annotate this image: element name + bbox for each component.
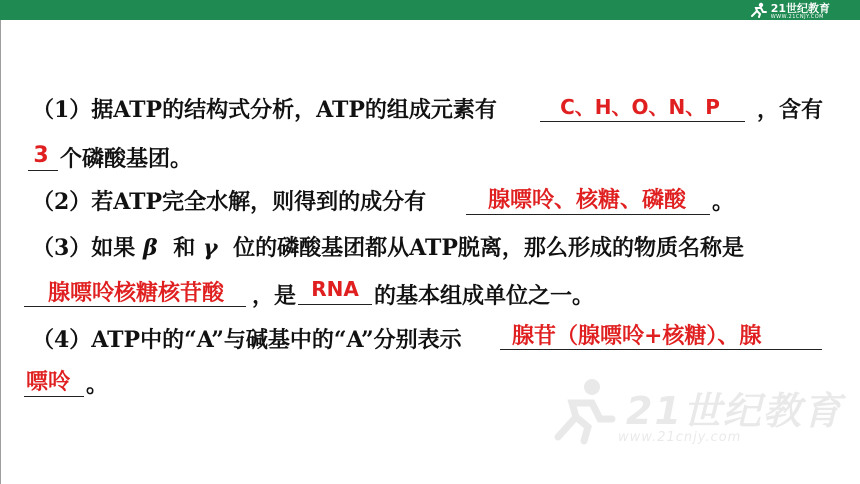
q2-underline bbox=[466, 214, 710, 215]
q3-answer-name: 腺嘌呤核糖核苷酸 bbox=[47, 280, 224, 306]
q3-suffix: 的基本组成单位之一。 bbox=[374, 283, 595, 309]
q4-suffix-line bbox=[86, 370, 108, 400]
q2-prefix: （2）若ATP完全水解，则得到的成分有 bbox=[32, 189, 427, 215]
q3-blank2-underline bbox=[298, 304, 372, 305]
logo-url: WWW.21CNJY.COM bbox=[770, 14, 824, 20]
q1-answer-count: 3 bbox=[33, 143, 49, 168]
q4-answer-part1: 腺苷（腺嘌呤+核糖）、腺 bbox=[512, 323, 762, 349]
q4-prefix: （4）ATP中的“A”与碱基中的“A”分别表示 bbox=[32, 327, 462, 353]
q1-blank1-underline bbox=[540, 121, 745, 122]
q3-mid2: ，是 bbox=[252, 283, 297, 309]
q3-rest: 位的磷酸基团都从ATP脱离，那么形成的物质名称是 bbox=[233, 235, 744, 261]
q3-line1 bbox=[32, 233, 744, 263]
watermark bbox=[548, 370, 848, 460]
q2-suffix-line bbox=[712, 187, 734, 217]
watermark-url: www.21cnjy.com bbox=[618, 430, 742, 445]
q4-suffix: 。 bbox=[86, 372, 109, 398]
q3-answer-rna: RNA bbox=[311, 277, 359, 301]
q1-prefix: （1）据ATP的结构式分析，ATP的组成元素有 bbox=[32, 97, 497, 123]
q4-underline1 bbox=[500, 349, 822, 350]
brand-logo bbox=[748, 1, 830, 19]
q3-prefix: （3）如果 bbox=[32, 235, 136, 261]
watermark-text: 21世纪教育 bbox=[626, 389, 843, 433]
q1-line1 bbox=[32, 95, 497, 125]
q3-mid-line bbox=[252, 281, 296, 311]
q2-suffix: 。 bbox=[712, 189, 735, 215]
q2-line bbox=[32, 187, 426, 217]
q3-blank1-underline bbox=[24, 306, 246, 307]
q1-line2-suffix: 个磷酸基团。 bbox=[60, 146, 193, 172]
q2-answer: 腺嘌呤、核糖、磷酸 bbox=[487, 187, 686, 213]
q4-underline2 bbox=[24, 396, 84, 397]
q1-blank2-underline bbox=[28, 170, 58, 171]
logo-text: 21世纪教育 bbox=[770, 2, 830, 15]
q3-suffix-line bbox=[374, 281, 594, 311]
q4-line1 bbox=[32, 325, 462, 355]
q1-line2 bbox=[60, 144, 192, 174]
runner-icon bbox=[748, 2, 768, 18]
q1-suffix: ，含有 bbox=[757, 97, 824, 123]
watermark-runner-icon bbox=[548, 375, 618, 445]
top-banner bbox=[0, 0, 860, 20]
q4-answer-part2: 嘌呤 bbox=[26, 369, 71, 395]
q3-gamma: γ bbox=[202, 235, 218, 261]
q3-beta: β bbox=[142, 235, 158, 261]
q3-and: 和 bbox=[173, 235, 196, 261]
q1-suffix-line bbox=[757, 95, 823, 125]
slide-left-border bbox=[0, 20, 1, 484]
q1-answer-elements: C、H、O、N、P bbox=[560, 95, 720, 119]
